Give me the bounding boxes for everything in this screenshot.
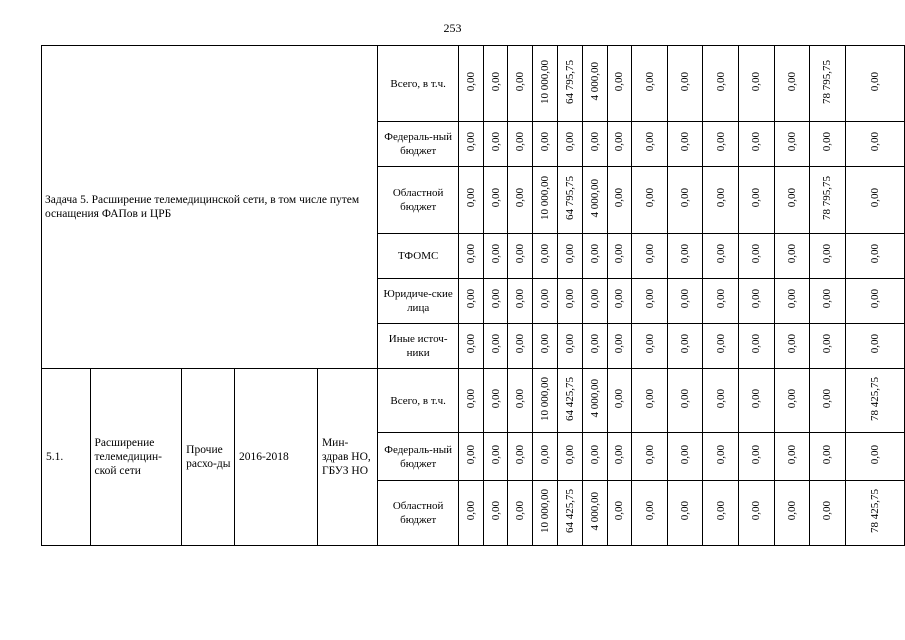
value-text: 0,00 [613,289,626,309]
value-text: 0,00 [464,188,477,208]
value-text: 0,00 [821,501,834,521]
value-cell [558,46,583,122]
funding-source: Иные источ-ники [378,324,458,369]
value-cell [483,433,508,481]
item-type: Прочие расхо-ды [182,369,235,546]
value-text: 0,00 [714,501,727,521]
value-text: 0,00 [868,444,881,465]
value-cell [508,481,533,546]
value-cell [533,46,558,122]
value-text: 78 425,75 [868,489,881,533]
task-row [42,46,905,122]
value-cell [739,324,775,369]
value-cell [632,122,668,167]
value-text: 0,00 [750,444,763,465]
value-text: 0,00 [489,132,502,152]
value-text: 0,00 [563,444,576,465]
value-text: 4 000,00 [588,491,601,531]
value-text: 64 425,75 [563,489,576,533]
value-cell [458,122,483,167]
value-text: 0,00 [514,334,527,354]
value-text: 0,00 [750,244,763,264]
value-text: 0,00 [539,444,552,465]
value-text: 0,00 [868,244,881,264]
value-text: 0,00 [750,132,763,152]
value-text: 0,00 [679,188,692,208]
value-text: 0,00 [613,132,626,152]
value-cell [582,234,607,279]
value-cell [533,324,558,369]
value-text: 0,00 [643,501,656,521]
item-period: 2016-2018 [234,369,317,546]
value-cell [774,234,810,279]
value-cell [558,433,583,481]
value-cell [667,46,703,122]
value-cell [558,324,583,369]
value-cell [508,324,533,369]
value-text: 64 425,75 [563,376,576,421]
value-text: 0,00 [588,132,601,152]
value-cell [774,279,810,324]
value-cell [703,279,739,324]
value-cell [607,167,632,234]
value-cell [508,369,533,433]
value-cell [607,369,632,433]
value-text: 78 795,75 [821,59,834,104]
value-cell [458,234,483,279]
value-cell [703,433,739,481]
value-cell [810,324,846,369]
value-cell [667,122,703,167]
value-cell [703,234,739,279]
value-text: 0,00 [489,501,502,521]
value-text: 0,00 [588,334,601,354]
value-text: 0,00 [714,71,727,92]
value-text: 4 000,00 [588,379,601,418]
value-cell [845,279,904,324]
value-cell [739,481,775,546]
value-text: 0,00 [588,289,601,309]
value-text: 10 000,00 [539,59,552,104]
value-cell [845,481,904,546]
funding-source: Всего, в т.ч. [378,369,458,433]
value-cell [703,324,739,369]
task-title: Задача 5. Расширение телемедицинской сети, в том числе путем оснащения ФАПов и ЦРБ [42,46,378,369]
value-text: 0,00 [750,71,763,92]
value-text: 0,00 [868,71,881,92]
budget-table [41,45,905,546]
value-cell [582,122,607,167]
value-text: 4 000,00 [588,62,601,101]
value-text: 0,00 [714,188,727,208]
value-cell [667,369,703,433]
value-cell [558,122,583,167]
value-cell [774,122,810,167]
value-text: 0,00 [563,244,576,264]
value-text: 0,00 [868,188,881,208]
funding-source: Федераль-ный бюджет [378,122,458,167]
value-text: 0,00 [868,289,881,309]
value-cell [845,324,904,369]
value-cell [558,481,583,546]
value-cell [483,481,508,546]
value-cell [582,433,607,481]
value-text: 0,00 [563,132,576,152]
value-text: 0,00 [464,334,477,354]
value-text: 0,00 [489,444,502,465]
value-cell [739,279,775,324]
value-cell [703,46,739,122]
value-text: 0,00 [679,132,692,152]
value-text: 0,00 [821,289,834,309]
value-cell [483,46,508,122]
value-text: 0,00 [464,501,477,521]
value-cell [582,324,607,369]
value-text: 0,00 [539,244,552,264]
value-cell [810,167,846,234]
value-cell [508,433,533,481]
value-text: 0,00 [785,71,798,92]
value-text: 0,00 [613,244,626,264]
value-text: 64 795,75 [563,59,576,104]
value-text: 0,00 [785,289,798,309]
value-text: 0,00 [514,501,527,521]
value-cell [458,433,483,481]
value-text: 0,00 [821,388,834,409]
value-cell [774,433,810,481]
value-text: 0,00 [613,388,626,409]
value-cell [810,481,846,546]
value-cell [632,279,668,324]
value-cell [458,167,483,234]
value-cell [632,46,668,122]
value-cell [667,167,703,234]
value-cell [508,46,533,122]
value-text: 0,00 [785,388,798,409]
value-text: 0,00 [785,132,798,152]
value-cell [739,46,775,122]
value-text: 0,00 [514,71,527,92]
value-cell [703,481,739,546]
value-text: 0,00 [750,388,763,409]
value-text: 0,00 [750,501,763,521]
value-text: 0,00 [539,132,552,152]
value-cell [483,234,508,279]
value-text: 0,00 [539,289,552,309]
value-cell [582,481,607,546]
value-text: 4 000,00 [588,178,601,218]
value-cell [533,369,558,433]
value-cell [632,369,668,433]
value-cell [774,481,810,546]
value-text: 0,00 [613,71,626,92]
value-text: 0,00 [464,244,477,264]
value-text: 0,00 [588,444,601,465]
value-text: 0,00 [464,388,477,409]
value-text: 0,00 [489,388,502,409]
value-text: 0,00 [714,244,727,264]
value-text: 0,00 [679,444,692,465]
value-text: 0,00 [464,289,477,309]
value-cell [533,481,558,546]
value-cell [533,122,558,167]
value-text: 0,00 [643,388,656,409]
item-executor: Мин-здрав НО, ГБУЗ НО [317,369,377,546]
value-text: 0,00 [643,289,656,309]
funding-source: Всего, в т.ч. [378,46,458,122]
value-cell [845,234,904,279]
value-cell [607,122,632,167]
value-cell [533,279,558,324]
value-cell [558,234,583,279]
value-cell [810,433,846,481]
value-text: 0,00 [464,71,477,92]
value-cell [845,369,904,433]
value-text: 64 795,75 [563,176,576,220]
value-text: 0,00 [821,334,834,354]
value-text: 0,00 [750,334,763,354]
value-text: 0,00 [514,188,527,208]
value-text: 0,00 [489,188,502,208]
value-text: 0,00 [868,334,881,354]
value-text: 0,00 [785,188,798,208]
value-text: 0,00 [613,444,626,465]
value-text: 0,00 [489,334,502,354]
value-text: 10 000,00 [539,176,552,220]
value-cell [558,369,583,433]
value-text: 0,00 [588,244,601,264]
value-text: 0,00 [643,132,656,152]
value-cell [739,369,775,433]
value-cell [845,122,904,167]
value-cell [607,234,632,279]
value-text: 0,00 [643,334,656,354]
value-cell [582,167,607,234]
value-cell [810,234,846,279]
value-text: 0,00 [489,244,502,264]
value-cell [508,279,533,324]
value-text: 0,00 [714,334,727,354]
value-cell [703,167,739,234]
value-text: 0,00 [679,289,692,309]
value-cell [582,46,607,122]
value-cell [667,279,703,324]
value-cell [458,369,483,433]
value-cell [774,369,810,433]
value-text: 0,00 [643,188,656,208]
value-text: 0,00 [514,388,527,409]
value-cell [774,46,810,122]
value-text: 0,00 [821,444,834,465]
value-text: 0,00 [643,71,656,92]
value-text: 0,00 [821,244,834,264]
value-text: 0,00 [514,289,527,309]
value-text: 0,00 [514,444,527,465]
item-name: Расширение телемедицин-ской сети [90,369,182,546]
value-cell [508,167,533,234]
value-cell [632,234,668,279]
value-cell [667,234,703,279]
value-text: 78 425,75 [868,376,881,421]
value-text: 0,00 [785,244,798,264]
value-text: 0,00 [643,444,656,465]
value-text: 0,00 [785,334,798,354]
value-cell [607,279,632,324]
funding-source: Федераль-ный бюджет [378,433,458,481]
funding-source: Областной бюджет [378,167,458,234]
value-cell [739,234,775,279]
value-cell [483,279,508,324]
value-text: 0,00 [750,289,763,309]
value-text: 78 795,75 [821,176,834,220]
value-text: 0,00 [679,334,692,354]
value-cell [607,324,632,369]
value-cell [483,122,508,167]
value-cell [458,324,483,369]
value-cell [703,369,739,433]
value-cell [667,324,703,369]
item-number: 5.1. [42,369,91,546]
value-cell [458,279,483,324]
value-cell [632,481,668,546]
funding-source: ТФОМС [378,234,458,279]
value-cell [533,234,558,279]
value-text: 0,00 [714,444,727,465]
value-text: 0,00 [539,334,552,354]
value-cell [558,167,583,234]
value-text: 0,00 [714,289,727,309]
value-cell [508,122,533,167]
value-cell [810,122,846,167]
value-text: 0,00 [714,132,727,152]
value-text: 0,00 [464,444,477,465]
value-cell [667,433,703,481]
value-cell [582,369,607,433]
value-cell [739,122,775,167]
value-text: 0,00 [613,188,626,208]
value-cell [845,46,904,122]
value-text: 0,00 [489,289,502,309]
value-text: 0,00 [563,334,576,354]
item-row [42,369,905,433]
page-number: 253 [443,21,462,35]
value-text: 0,00 [714,388,727,409]
value-text: 0,00 [489,71,502,92]
value-text: 0,00 [821,132,834,152]
value-text: 0,00 [514,244,527,264]
value-text: 0,00 [643,244,656,264]
value-cell [508,234,533,279]
value-text: 0,00 [785,444,798,465]
value-cell [483,324,508,369]
value-text: 0,00 [613,501,626,521]
value-cell [810,369,846,433]
value-cell [739,433,775,481]
value-cell [607,46,632,122]
value-text: 0,00 [613,334,626,354]
value-text: 10 000,00 [539,489,552,533]
funding-source: Юридиче-ские лица [378,279,458,324]
value-cell [667,481,703,546]
value-cell [533,433,558,481]
value-cell [774,167,810,234]
value-cell [607,433,632,481]
value-cell [607,481,632,546]
value-text: 0,00 [679,71,692,92]
value-cell [483,167,508,234]
value-cell [483,369,508,433]
value-text: 0,00 [868,132,881,152]
value-cell [703,122,739,167]
value-cell [582,279,607,324]
value-cell [845,433,904,481]
value-cell [845,167,904,234]
value-text: 0,00 [464,132,477,152]
value-cell [558,279,583,324]
value-text: 0,00 [750,188,763,208]
value-text: 0,00 [785,501,798,521]
value-cell [458,481,483,546]
value-cell [810,279,846,324]
value-text: 0,00 [679,501,692,521]
value-cell [533,167,558,234]
value-text: 0,00 [679,244,692,264]
value-text: 0,00 [514,132,527,152]
value-text: 0,00 [563,289,576,309]
value-cell [632,324,668,369]
value-cell [632,433,668,481]
value-cell [458,46,483,122]
funding-source: Областной бюджет [378,481,458,546]
value-cell [774,324,810,369]
value-cell [739,167,775,234]
value-text: 0,00 [679,388,692,409]
value-text: 10 000,00 [539,376,552,421]
value-cell [810,46,846,122]
value-cell [632,167,668,234]
